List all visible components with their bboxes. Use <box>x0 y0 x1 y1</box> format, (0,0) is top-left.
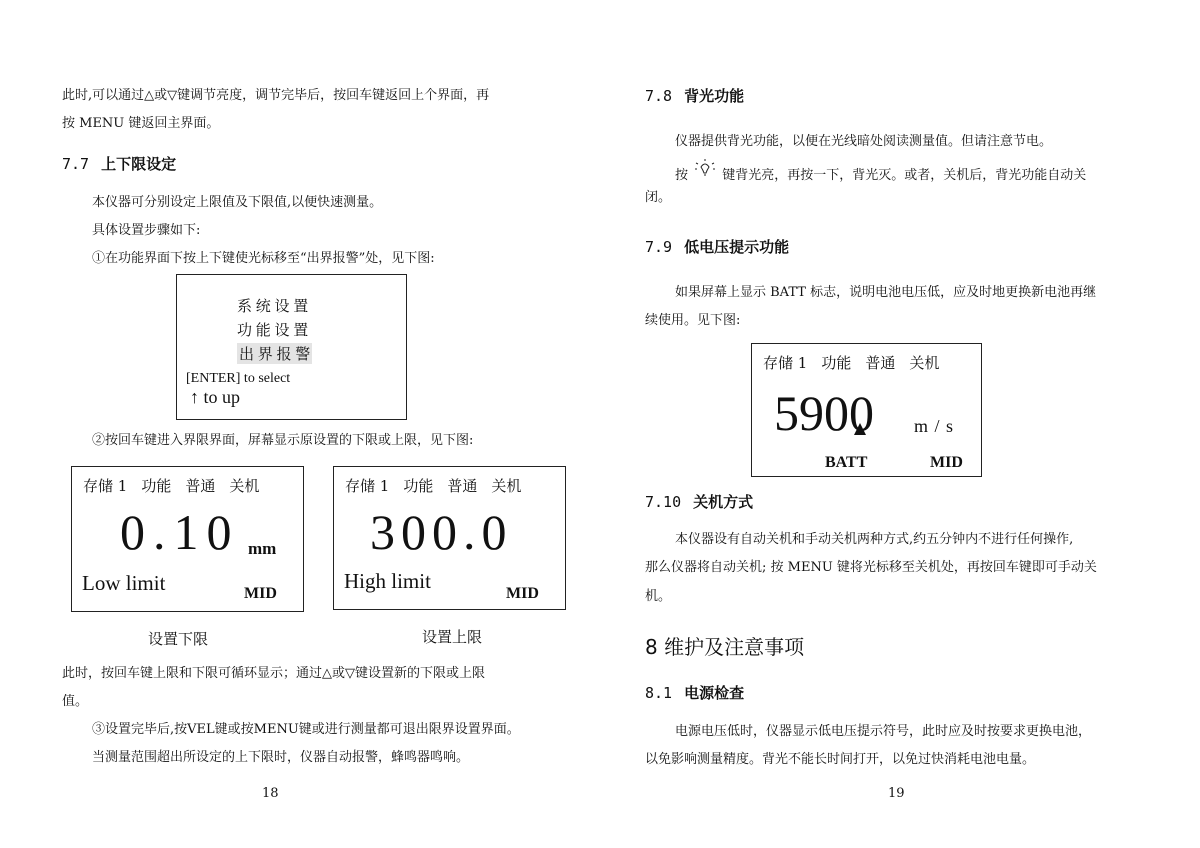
status-store: 存储 1 <box>345 477 390 495</box>
lcd-value: 300.0 <box>370 504 513 560</box>
lcd-status-bar <box>763 352 953 373</box>
up-arrow-icon: ↑ <box>190 387 199 407</box>
lcd-batt-indicator: BATT <box>825 454 868 471</box>
section-title: 背光功能 <box>684 87 745 105</box>
lcd-limit-label: Low limit <box>82 571 166 595</box>
section-title: 低电压提示功能 <box>684 238 790 256</box>
body-text: 当测量范围超出所设定的上下限时，仪器自动报警，蜂鸣器鸣响。 <box>92 750 470 765</box>
menu-hint-up <box>190 387 240 408</box>
page-number: 18 <box>262 786 279 801</box>
status-power-off: 关机 <box>491 477 522 495</box>
section-heading-7-7 <box>62 153 176 174</box>
menu-item-limit-alarm: 出 界 报 警 <box>237 343 312 364</box>
body-text: 机。 <box>645 589 672 604</box>
lcd-limit-label: High limit <box>344 569 431 593</box>
chapter-heading-8: 8 维护及注意事项 <box>645 635 805 659</box>
body-text: ③设置完毕后,按VEL键或按MENU键或进行测量都可退出限界设置界面。 <box>92 722 520 737</box>
lcd-status-bar <box>345 475 535 496</box>
status-normal: 普通 <box>865 354 896 372</box>
body-text: 本仪器设有自动关机和手动关机两种方式,约五分钟内不进行任何操作, <box>675 532 1074 547</box>
menu-hint-up-label: to up <box>203 387 241 407</box>
status-function: 功能 <box>141 477 172 495</box>
lcd-status-bar <box>83 475 273 496</box>
section-heading-7-10 <box>645 491 753 512</box>
lcd-mode: MID <box>244 585 277 602</box>
body-text: 续使用。见下图: <box>645 313 741 328</box>
body-text: 以免影响测量精度。背光不能长时间打开，以免过快消耗电池电量。 <box>645 752 1036 767</box>
body-text: 此时，按回车键上限和下限可循环显示；通过△或▽键设置新的下限或上限 <box>62 666 485 681</box>
section-number: 8.1 <box>645 684 673 702</box>
menu-hint-select: [ENTER] to select <box>186 371 291 386</box>
body-text: 电源电压低时，仪器显示低电压提示符号，此时应及时按要求更换电池， <box>675 724 1092 739</box>
lcd-unit: m / s <box>914 416 955 434</box>
body-text: 具体设置步骤如下: <box>92 223 201 238</box>
body-text: 按 MENU 键返回主界面。 <box>62 116 220 131</box>
body-text: 本仪器可分别设定上限值及下限值,以便快速测量。 <box>92 195 383 210</box>
status-power-off: 关机 <box>909 354 940 372</box>
lcd-value: 5900 <box>774 385 874 441</box>
body-text: 仪器提供背光功能，以便在光线暗处阅读测量值。但请注意节电。 <box>675 134 1053 149</box>
lcd-low-limit-figure <box>71 466 304 612</box>
section-heading-8-1 <box>645 682 744 703</box>
body-text: 如果屏幕上显示 BATT 标志，说明电池电压低，应及时地更换新电池再继 <box>675 285 1097 300</box>
menu-item-function-settings: 功 能 设 置 <box>237 323 309 339</box>
lcd-low-battery-figure <box>751 343 982 477</box>
status-store: 存储 1 <box>763 354 808 372</box>
body-text-suffix: 键背光亮，再按一下，背光灭。或者，关机后，背光功能自动关 <box>722 168 1087 183</box>
status-store: 存储 1 <box>83 477 128 495</box>
lcd-mode: MID <box>506 585 539 602</box>
backlight-icon <box>692 162 718 178</box>
body-text: 那么仪器将自动关机; 按 MENU 键将光标移至关机处，再按回车键即可手动关 <box>645 560 1097 575</box>
section-title: 上下限设定 <box>101 155 177 173</box>
body-text-prefix: 按 <box>675 168 689 183</box>
section-title: 关机方式 <box>693 493 754 511</box>
status-power-off: 关机 <box>229 477 260 495</box>
menu-item-system-settings: 系 统 设 置 <box>237 299 309 315</box>
section-number: 7.8 <box>645 87 673 105</box>
body-text <box>675 162 1086 184</box>
body-text: 此时,可以通过△或▽键调节亮度，调节完毕后，按回车键返回上个界面，再 <box>62 88 490 103</box>
status-function: 功能 <box>403 477 434 495</box>
body-text: ②按回车键进入界限界面，屏幕显示原设置的下限或上限，见下图: <box>92 433 474 448</box>
section-number: 7.7 <box>62 155 90 173</box>
cursor-triangle-icon <box>854 423 866 435</box>
section-number: 7.9 <box>645 238 673 256</box>
page-number: 19 <box>888 786 905 801</box>
body-text: ①在功能界面下按上下键使光标移至“出界报警”处，见下图: <box>92 251 435 266</box>
section-heading-7-9 <box>645 236 789 257</box>
status-normal: 普通 <box>447 477 478 495</box>
menu-screen-figure <box>176 274 407 420</box>
section-number: 7.10 <box>645 493 682 511</box>
figure-caption-low: 设置下限 <box>148 630 209 648</box>
status-function: 功能 <box>821 354 852 372</box>
lcd-value: 0.10 <box>120 504 240 560</box>
section-title: 电源检查 <box>684 684 745 702</box>
figure-caption-high: 设置上限 <box>422 628 483 646</box>
section-heading-7-8 <box>645 85 744 106</box>
lcd-unit: mm <box>248 539 277 558</box>
body-text: 值。 <box>62 694 89 709</box>
status-normal: 普通 <box>185 477 216 495</box>
lcd-mode: MID <box>930 454 963 471</box>
body-text: 闭。 <box>645 190 672 205</box>
lcd-high-limit-figure <box>333 466 566 610</box>
